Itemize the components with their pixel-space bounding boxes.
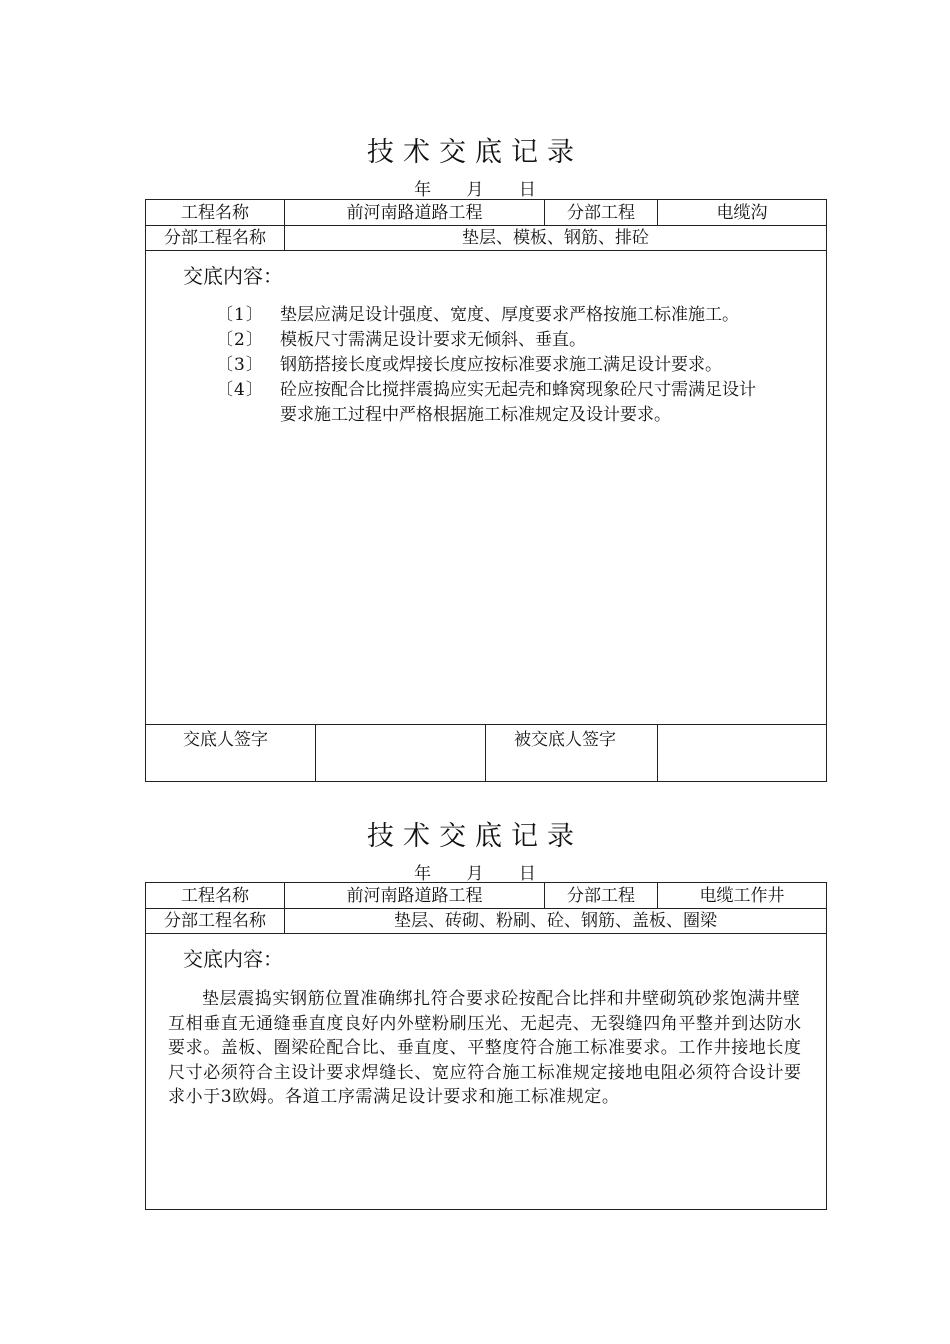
item-text: 垫层应满足设计强度、宽度、厚度要求严格按施工标准施工。 <box>280 305 739 325</box>
record1-receiver-field[interactable] <box>658 725 827 782</box>
record1-item-1 <box>216 303 820 327</box>
record2-project-label: 工程名称 <box>146 883 285 909</box>
record1-title: 技术交底记录 <box>367 137 583 168</box>
record1-date-year: 年 <box>414 180 432 200</box>
record1-subsection-value: 电缆沟 <box>658 200 827 226</box>
record1-content-label: 交底内容： <box>183 264 283 288</box>
item-text-continued: 要求施工过程中严格根据施工标准规定及设计要求。 <box>280 405 671 425</box>
record2-content-label: 交底内容： <box>183 947 283 971</box>
record1-subsection-name-value: 垫层、模板、钢筋、排砼 <box>285 226 827 251</box>
record1-subsection-label: 分部工程 <box>545 200 658 226</box>
record1-item-4-continued <box>216 403 820 427</box>
item-number: 〔3〕 <box>216 355 264 375</box>
item-number: 〔2〕 <box>216 330 264 350</box>
record2-subsection-label: 分部工程 <box>545 883 658 909</box>
record1-receiver-label-cell <box>486 725 658 782</box>
item-text: 模板尺寸需满足设计要求无倾斜、垂直。 <box>280 330 586 350</box>
record2-table <box>145 882 827 1210</box>
record1-item-2 <box>216 328 820 352</box>
record1-project-value: 前河南路道路工程 <box>285 200 545 226</box>
record1-subsection-name-label: 分部工程名称 <box>146 226 285 251</box>
record2-date-day: 日 <box>518 864 536 884</box>
record2-title: 技术交底记录 <box>367 821 583 852</box>
record2-date-year: 年 <box>414 864 432 884</box>
record1-signer-field[interactable] <box>316 725 486 782</box>
record2-subsection-value: 电缆工作井 <box>658 883 827 909</box>
record2-date <box>0 859 950 884</box>
record2-subsection-name-label: 分部工程名称 <box>146 909 285 934</box>
record1-receiver-label: 被交底人签字 <box>514 730 616 750</box>
record1-date-month: 月 <box>466 180 484 200</box>
record1-date <box>0 175 950 200</box>
record2-content <box>146 934 827 1210</box>
record1-signer-label-cell <box>146 725 316 782</box>
record1-item-4 <box>216 378 820 402</box>
record2-subsection-name-value: 垫层、砖砌、粉刷、砼、钢筋、盖板、圈梁 <box>285 909 827 934</box>
item-text: 砼应按配合比搅拌震捣应实无起壳和蜂窝现象砼尺寸需满足设计 <box>280 380 756 400</box>
item-number: 〔1〕 <box>216 305 264 325</box>
record1-signer-label: 交底人签字 <box>183 730 268 750</box>
record2-date-month: 月 <box>466 864 484 884</box>
record1-project-label: 工程名称 <box>146 200 285 226</box>
item-text: 钢筋搭接长度或焊接长度应按标准要求施工满足设计要求。 <box>280 355 722 375</box>
item-number: 〔4〕 <box>216 380 264 400</box>
record1-item-3 <box>216 353 820 377</box>
record2-content-paragraph: 垫层震捣实钢筋位置准确绑扎符合要求砼按配合比拌和井壁砌筑砂浆饱满井壁互相垂直无通缝垂直度良好内外壁粉刷压光、无起壳、无裂缝四角平整并到达防水要求。盖板、圈梁砼配合比、垂直度、平整度符合施工标准要求。工作井接地长度尺寸必须符合主设计要求焊缝长、宽应符合施工标准规定接地电阻必须符合设计要求小于3欧姆。各道工序需满足设计要求和施工标准规定。 <box>168 989 802 1107</box>
record1-content <box>146 251 827 725</box>
record1-table <box>145 199 827 782</box>
record1-date-day: 日 <box>518 180 536 200</box>
record2-project-value: 前河南路道路工程 <box>285 883 545 909</box>
